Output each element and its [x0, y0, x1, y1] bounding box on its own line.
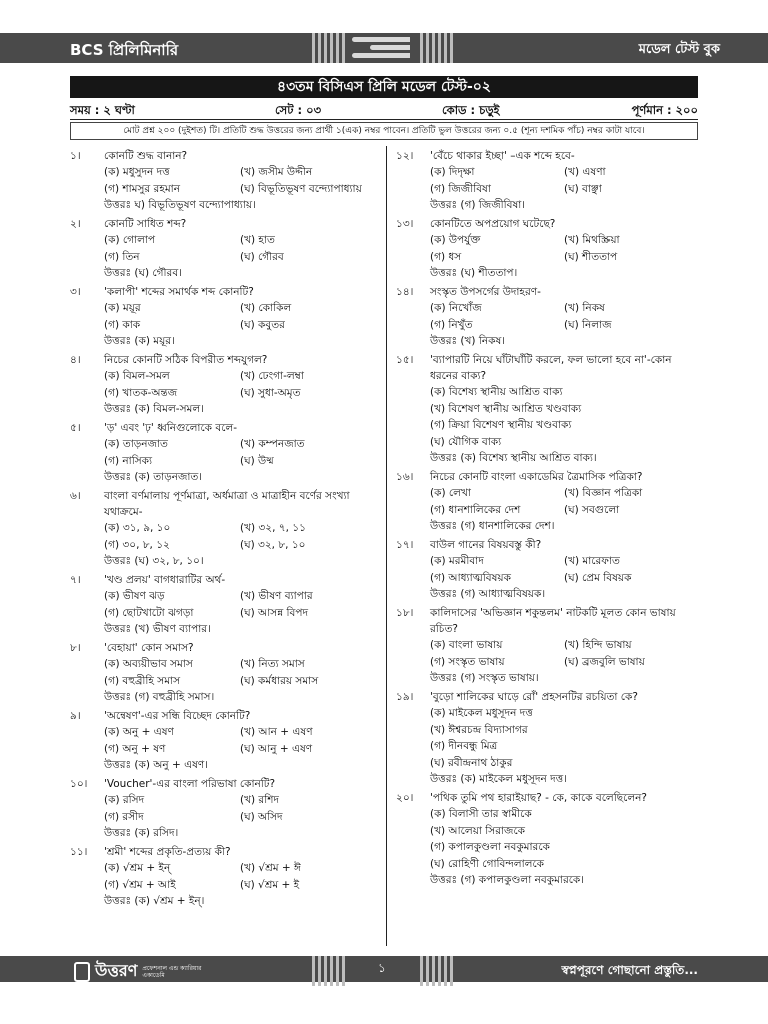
question-text: 'বেঁচে থাকার ইচ্ছা' –এক শব্দে হবে-	[430, 150, 575, 162]
question-block	[70, 776, 376, 841]
options-grid	[396, 705, 698, 771]
answer: উত্তরঃ (ঘ) শীততাপ।	[430, 267, 518, 279]
option: (খ) ভীষণ ব্যাপার	[240, 590, 313, 602]
question-block	[396, 352, 698, 466]
option: (ঘ) ব্রজবুলি ভাষায়	[564, 655, 645, 668]
questions-column-right	[396, 148, 698, 891]
question-number: ১৬।	[396, 471, 414, 483]
option: (ঘ) সুধা-অমৃত	[240, 386, 301, 399]
option: (খ) মিথস্ক্রিয়া	[564, 234, 620, 246]
answer: উত্তরঃ (গ) কপালকুণ্ডলা নবকুমারকে।	[430, 874, 585, 886]
option: (ক) মরমীবাদ	[430, 555, 484, 567]
options-grid	[70, 656, 376, 689]
question-number: ৬।	[70, 490, 81, 502]
option: (ঘ) রোহিণী গোবিন্দলালকে	[430, 857, 545, 870]
answer: উত্তরঃ (গ) বহুব্রীহি সমাস।	[104, 691, 215, 703]
option: (ক) গোলাপ	[104, 234, 156, 246]
question-line	[396, 537, 698, 553]
question-text: কোনটি সাধিত শব্দ?	[104, 218, 187, 230]
option: (গ) নিখুঁত	[430, 318, 473, 331]
meta-marks: পূর্ণমান : ২০০	[631, 103, 698, 117]
option: (গ) বহুব্রীহি সমাস	[104, 674, 181, 687]
question-number: ১৯।	[396, 691, 414, 703]
question-line	[70, 488, 376, 520]
answer: উত্তরঃ (ক) √শ্রম + ইন্।	[104, 895, 205, 907]
question-line	[396, 469, 698, 485]
options-grid	[70, 232, 376, 265]
option: (গ) অনু + ষণ	[104, 742, 166, 755]
option: (ঘ) বিভূতিভূষণ বন্দ্যোপাধ্যায়	[240, 182, 362, 195]
question-number: ৪।	[70, 354, 81, 366]
option: (খ) জসীম উদ্দীন	[240, 166, 313, 178]
question-line	[70, 572, 376, 588]
options-grid	[70, 588, 376, 621]
option: (গ) ধানশালিকের দেশ	[430, 503, 521, 516]
question-block	[70, 640, 376, 705]
option: (ক) তাড়নজাত	[104, 438, 168, 450]
question-text: সংস্কৃত উপসর্গের উদাহরণ-	[430, 286, 541, 298]
logo-stripes-icon	[352, 37, 410, 59]
answer: উত্তরঃ (গ) ধানশালিকের দেশ।	[430, 520, 555, 532]
question-block	[396, 537, 698, 602]
decor-bars-icon	[420, 33, 453, 63]
option: (ঘ) সবগুলো	[564, 503, 620, 516]
question-text: 'অন্বেষণ'-এর সন্ধি বিচ্ছেদ কোনটি?	[104, 710, 251, 722]
answer: উত্তরঃ (ক) রসিদ।	[104, 827, 179, 839]
option: (খ) হাত	[240, 234, 275, 246]
footer-slogan: স্বপ্নপূরণে গোছানো প্রস্তুতি...	[561, 963, 698, 977]
question-block	[396, 605, 698, 686]
option: (গ) আধ্যাত্মবিষয়ক	[430, 571, 511, 584]
brand-logo-icon	[74, 962, 90, 982]
options-grid	[396, 553, 698, 586]
option: (ক) মধুসুদন দত্ত	[104, 166, 170, 178]
question-block	[396, 689, 698, 787]
option: (ঘ) রবীন্দ্রনাথ ঠাকুর	[430, 756, 513, 769]
option: (ক) বিমল-সমল	[104, 370, 170, 382]
question-text: 'কলাপী' শব্দের সমার্থক শব্দ কোনটি?	[104, 286, 254, 298]
answer: উত্তরঃ (খ) নিকষ।	[430, 335, 505, 347]
option: (ঘ) উষ্ম	[240, 454, 274, 467]
option: (গ) ৩০, ৮, ১২	[104, 538, 170, 551]
option: (ক) মাইকেল মধুসূদন দত্ত	[430, 707, 533, 719]
question-line	[396, 216, 698, 232]
option: (ঘ) ৩২, ৮, ১০	[240, 538, 306, 551]
options-grid	[396, 806, 698, 872]
answer: উত্তরঃ (ক) বিমল-সমল।	[104, 403, 204, 415]
answer: উত্তরঃ (ঘ) ৩২, ৮, ১০।	[104, 555, 204, 567]
option: (খ) নিকষ	[564, 302, 605, 314]
question-block	[70, 708, 376, 773]
question-text: 'ব্যাপারটি নিয়ে ঘাঁটাঘাঁটি করলে, ফল ভালো হবে না'-কোন ধরনের বাক্য?	[430, 354, 672, 382]
page-title: ৪৩তম বিসিএস প্রিলি মডেল টেস্ট-০২	[70, 76, 698, 98]
option: (গ) ছোটখাটো ঝগড়া	[104, 606, 194, 619]
questions-column-left	[70, 148, 376, 912]
question-text: কোনটি শুদ্ধ বানান?	[104, 150, 188, 162]
header-right-title: মডেল টেস্ট বুক	[638, 42, 720, 57]
question-line	[396, 605, 698, 637]
meta-code: কোড : চড়ুই	[442, 103, 500, 117]
question-number: ১৩।	[396, 218, 414, 230]
question-line	[70, 708, 376, 724]
option: (গ) নাসিক্য	[104, 454, 153, 467]
question-text: 'পথিক তুমি পথ হারাইয়াছ? - কে, কাকে বলেছিলেন?	[430, 792, 647, 804]
options-grid	[396, 232, 698, 265]
options-grid	[70, 164, 376, 197]
option: (গ) জিজীবিষা	[430, 182, 491, 195]
question-number: ১২।	[396, 150, 414, 162]
option: (ঘ) শীততাপ	[564, 250, 618, 263]
answer: উত্তরঃ (গ) জিজীবিষা।	[430, 199, 526, 211]
question-number: ৭।	[70, 574, 81, 586]
option: (ঘ) আসন্ন বিপদ	[240, 606, 309, 619]
option: (ঘ) যৌগিক বাক্য	[430, 435, 502, 448]
question-text: 'বেহায়া' কোন সমাস?	[104, 642, 194, 654]
option: (ক) দিদৃক্ষা	[430, 166, 475, 178]
options-grid	[70, 792, 376, 825]
option: (গ) তিন	[104, 250, 140, 263]
option: (ক) উপর্যুক্ত	[430, 234, 481, 246]
question-block	[70, 488, 376, 569]
option: (খ) ঢেংগা-লম্বা	[240, 370, 304, 382]
question-block	[396, 284, 698, 349]
question-line	[70, 284, 376, 300]
question-text: নিচের কোনটি বাংলা একাডেমির ত্রৈমাসিক পত্রিকা?	[430, 471, 643, 483]
option: (ক) অব্যয়ীভাব সমাস	[104, 658, 193, 670]
question-line	[70, 148, 376, 164]
option: (গ) √শ্রম + আই	[104, 878, 176, 891]
options-grid	[396, 164, 698, 197]
question-block	[396, 790, 698, 888]
options-grid	[396, 637, 698, 670]
question-line	[396, 148, 698, 164]
answer: উত্তরঃ (খ) ভীষণ ব্যাপার।	[104, 623, 211, 635]
footer-band	[0, 956, 768, 982]
question-text: কোনটিতে অপপ্রয়োগ ঘটেছে?	[430, 218, 556, 230]
question-block	[70, 148, 376, 213]
question-text: 'ড়' এবং 'ঢ়' ধ্বনিগুলোকে বলে-	[104, 422, 238, 434]
option: (খ) ৩২, ৭, ১১	[240, 522, 306, 534]
question-line	[70, 420, 376, 436]
question-block	[70, 352, 376, 417]
brand-tagline: প্রফেশনাল এন্ড ক্যারিয়ার একাডেমি	[142, 964, 202, 979]
option: (ঘ) কবুতর	[240, 318, 285, 331]
option: (ঘ) আনু + এষণ	[240, 742, 313, 755]
option: (খ) √শ্রম + ঈ	[240, 862, 301, 874]
question-block	[396, 216, 698, 281]
answer: উত্তরঃ (ক) তাড়নজাত।	[104, 471, 203, 483]
decor-bars-icon	[312, 33, 345, 63]
option: (খ) মারেফাত	[564, 555, 620, 567]
option: (ঘ) প্রেম বিষয়ক	[564, 571, 632, 584]
option: (ক) নিখোঁজ	[430, 302, 482, 314]
exam-meta	[70, 99, 698, 120]
question-number: ৮।	[70, 642, 81, 654]
option: (খ) বিজ্ঞান পত্রিকা	[564, 487, 643, 499]
option: (ক) ময়ূর	[104, 302, 141, 314]
answer: উত্তরঃ (ক) ময়ূর।	[104, 335, 175, 347]
brand	[74, 958, 202, 985]
option: (ক) রসিদ	[104, 794, 145, 806]
options-grid	[70, 860, 376, 893]
answer: উত্তরঃ ঘ) বিভূতিভূষণ বন্দ্যোপাধ্যায়।	[104, 199, 256, 211]
option: (খ) বিশেষণ স্থানীয় আশ্রিত খণ্ডবাক্য	[430, 402, 582, 415]
question-block	[70, 844, 376, 909]
question-number: ১৭।	[396, 539, 414, 551]
question-line	[70, 352, 376, 368]
option: (ঘ) অসিদ	[240, 810, 283, 823]
question-block	[70, 284, 376, 349]
option: (গ) রসীদ	[104, 810, 144, 823]
question-number: ১৪।	[396, 286, 414, 298]
option: (গ) দীনবন্ধু মিত্র	[430, 740, 498, 752]
answer: উত্তরঃ (ঘ) গৌরব।	[104, 267, 182, 279]
option: (ঘ) নিলাজ	[564, 318, 612, 331]
header-band	[0, 33, 768, 63]
answer: উত্তরঃ (গ) আধ্যাত্মবিষয়ক।	[430, 588, 546, 600]
option: (গ) কপালকুণ্ডলা নবকুমারকে	[430, 841, 550, 853]
options-grid	[396, 384, 698, 450]
question-text: 'খণ্ড প্রলয়' বাগধারাটির অর্থ-	[104, 574, 226, 586]
question-number: ১১।	[70, 846, 88, 858]
question-number: ২০।	[396, 792, 414, 804]
option: (ক) অনু + এষণ	[104, 726, 174, 738]
question-number: ৯।	[70, 710, 81, 722]
question-line	[396, 352, 698, 384]
question-text: বাউল গানের বিষয়বস্তু কী?	[430, 539, 542, 551]
option: (গ) সংস্কৃত ভাষায়	[430, 655, 505, 668]
answer: উত্তরঃ (ক) অনু + এষণ।	[104, 759, 208, 771]
option: (গ) কাক	[104, 318, 141, 331]
header-left-title: BCS প্রিলিমিনারি	[70, 41, 179, 59]
option: (খ) এষণা	[564, 166, 606, 178]
option: (খ) হিন্দি ভাষায়	[564, 639, 632, 651]
question-text: বাংলা বর্ণমালায় পূর্ণমাত্রা, অর্ধমাত্রা ও মাত্রাহীন বর্ণের সংখ্যা যথাক্রমে-	[104, 490, 350, 518]
option: (খ) ঈশ্বরচন্দ্র বিদ্যাসাগর	[430, 723, 528, 736]
option: (ক) বাংলা ভাষায়	[430, 639, 503, 651]
question-number: ১৮।	[396, 607, 414, 619]
question-number: ১০।	[70, 778, 88, 790]
options-grid	[70, 300, 376, 333]
option: (গ) শামসুর রহমান	[104, 182, 180, 195]
answer: উত্তরঃ (ক) মাইকেল মধুসূদন দত্ত।	[430, 773, 567, 785]
question-number: ১।	[70, 150, 81, 162]
option: (ঘ) √শ্রম + ই	[240, 878, 300, 891]
option: (ক) √শ্রম + ইন্	[104, 862, 171, 874]
question-text: 'শ্রমী' শব্দের প্রকৃতি-প্রত্যয় কী?	[104, 846, 231, 858]
option: (খ) আন + এষণ	[240, 726, 313, 738]
options-grid	[396, 300, 698, 333]
meta-time: সময় : ২ ঘণ্টা	[70, 103, 135, 117]
question-block	[70, 420, 376, 485]
question-line	[70, 776, 376, 792]
question-text: কালিদাসের 'অভিজ্ঞান শকুন্তলম' নাটকটি মূলত কোন ভাষায় রচিত?	[430, 607, 676, 635]
option: (ঘ) গৌরব	[240, 250, 284, 263]
option: (খ) নিত্য সমাস	[240, 658, 305, 670]
brand-name: উত্তরণ	[95, 961, 138, 980]
meta-set: সেট : ০৩	[275, 103, 322, 117]
question-text: 'Voucher'-এর বাংলা পরিভাষা কোনটি?	[104, 778, 276, 790]
option: (খ) কম্পনজাত	[240, 438, 305, 450]
decor-bars-icon	[312, 956, 345, 986]
question-line	[396, 689, 698, 705]
option: (গ) খাতক-অন্তজ	[104, 386, 178, 399]
question-line	[396, 790, 698, 806]
option: (ক) ৩১, ৯, ১০	[104, 522, 171, 534]
options-grid	[396, 485, 698, 518]
options-grid	[70, 436, 376, 469]
page-number: ১	[378, 961, 386, 975]
question-block	[396, 469, 698, 534]
option: (ক) বিশেষ্য স্থানীয় আশ্রিত বাক্য	[430, 386, 563, 398]
question-number: ৩।	[70, 286, 81, 298]
instruction-note: মোট প্রশ্ন ২০০ (দুইশত) টি। প্রতিটি শুদ্ধ উত্তরের জন্য প্রার্থী ১(এক) নম্বর পাবেন। প্রতিটি ভুল উত্তরের জন্য ০.৫ (শূন্য দশমিক পাঁচ) নম্বর কাটা যাবে।	[70, 122, 698, 140]
option: (খ) কোকিল	[240, 302, 292, 314]
question-block	[70, 572, 376, 637]
decor-bars-icon	[420, 956, 453, 986]
question-line	[70, 216, 376, 232]
options-grid	[70, 368, 376, 401]
question-number: ১৫।	[396, 354, 414, 366]
question-line	[70, 844, 376, 860]
question-block	[70, 216, 376, 281]
option: (গ) ক্রিয়া বিশেষণ স্থানীয় খণ্ডবাক্য	[430, 419, 572, 431]
option: (ঘ) বাঞ্ছা	[564, 182, 602, 195]
question-line	[396, 284, 698, 300]
options-grid	[70, 724, 376, 757]
question-text: 'বুড়ো শালিকের ঘাড়ে রোঁ' প্রহসনটির রচয়িতা কে?	[430, 691, 638, 703]
option: (ক) বিলাসী তার স্বামীকে	[430, 808, 532, 820]
question-line	[70, 640, 376, 656]
option: (খ) আলেয়া সিরাজকে	[430, 824, 526, 837]
question-text: নিচের কোনটি সঠিক বিপরীত শব্দযুগল?	[104, 354, 268, 366]
options-grid	[70, 520, 376, 553]
answer: উত্তরঃ (ক) বিশেষ্য স্থানীয় আশ্রিত বাক্য।	[430, 452, 597, 464]
answer: উত্তরঃ (গ) সংস্কৃত ভাষায়।	[430, 672, 539, 684]
question-number: ২।	[70, 218, 81, 230]
option: (ক) ভীষণ ঝড়	[104, 590, 165, 602]
question-block	[396, 148, 698, 213]
column-divider	[386, 146, 387, 946]
option: (খ) রশিদ	[240, 794, 279, 806]
option: (গ) ধস	[430, 250, 462, 263]
option: (ক) লেখা	[430, 487, 471, 499]
option: (ঘ) কর্মধারয় সমাস	[240, 674, 319, 687]
question-number: ৫।	[70, 422, 81, 434]
